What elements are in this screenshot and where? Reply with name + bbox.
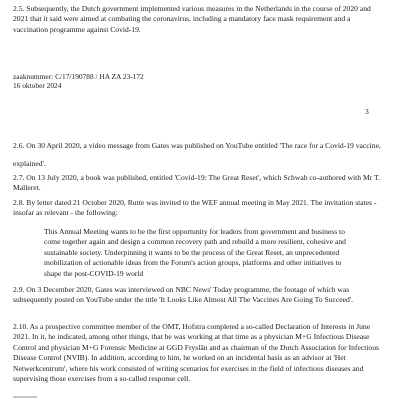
page-header <box>13 72 144 90</box>
paragraph-2-9: 2.9. On 3 December 2020, Gates was interviewed on NBC News' Today programme, the footage of which was subsequently posted on YouTube under the title 'It Looks Like Almost All The Vaccines Are Going To Succeed'. <box>13 285 354 305</box>
header-date: 16 oktober 2024 <box>13 81 62 91</box>
block-quote: This Annual Meeting wants to be the first opportunity for leaders from government and business to come together again and design a common recovery path and rebuild a more resilient, cohesive and sustainable society. Underpinning it wants to be the process of the Great Reset, an unprecedented mobilization of actionable ideas from the Forum's action groups, platforms and other initiatives to shape the post-COVID-19 world <box>44 227 346 278</box>
paragraph-2-7: 2.7. On 13 July 2020, a book was published, entitled 'Covid-19: The Great Reset', which Schwab co-authored with Mr T. Malleret. <box>13 173 380 193</box>
paragraph-2-10: 2.10. As a prospective committee member of the OMT, Hofstra completed a so-called Declaration of Interests in June 2021. In it, he indicated, among other things, that he was working at that time as a physician M+G Infectious Disease Control and physician M+G Forensic Medicine at GGD Fryslân and as chairman of the Dutch Association for Infectious Disease Control (NVIB). In addition, according to him, he worked on an incidental basis as an advisor at 'Het Netwerkcentrum', where his work consisted of writing scenarios for exercises in the field of infectious diseases and supervising those exercises from a so-called response cell. <box>13 322 379 384</box>
paragraph-2-6: 2.6. On 30 April 2020, a video message from Gates was published on YouTube entitled 'The race for a Covid-19 vaccine, explained'. <box>13 141 381 168</box>
paragraph-2-5: 2.5. Subsequently, the Dutch government implemented various measures in the Netherlands in the course of 2020 and 2021 that it said were aimed at combating the coronavirus, including a mandatory face mask requirement and a vaccination programme against Covid-19. <box>13 4 371 34</box>
case-number: zaaknummer: C/17/190788 / HA ZA 23-172 <box>13 72 144 81</box>
cut-off-next-line <box>13 396 43 400</box>
page-number: 3 <box>365 107 369 116</box>
paragraph-2-8: 2.8. By letter dated 21 October 2020, Rutte was invited to the WEF annual meeting in May 2021. The invitation states - insofar as relevant - the following: <box>13 198 377 218</box>
